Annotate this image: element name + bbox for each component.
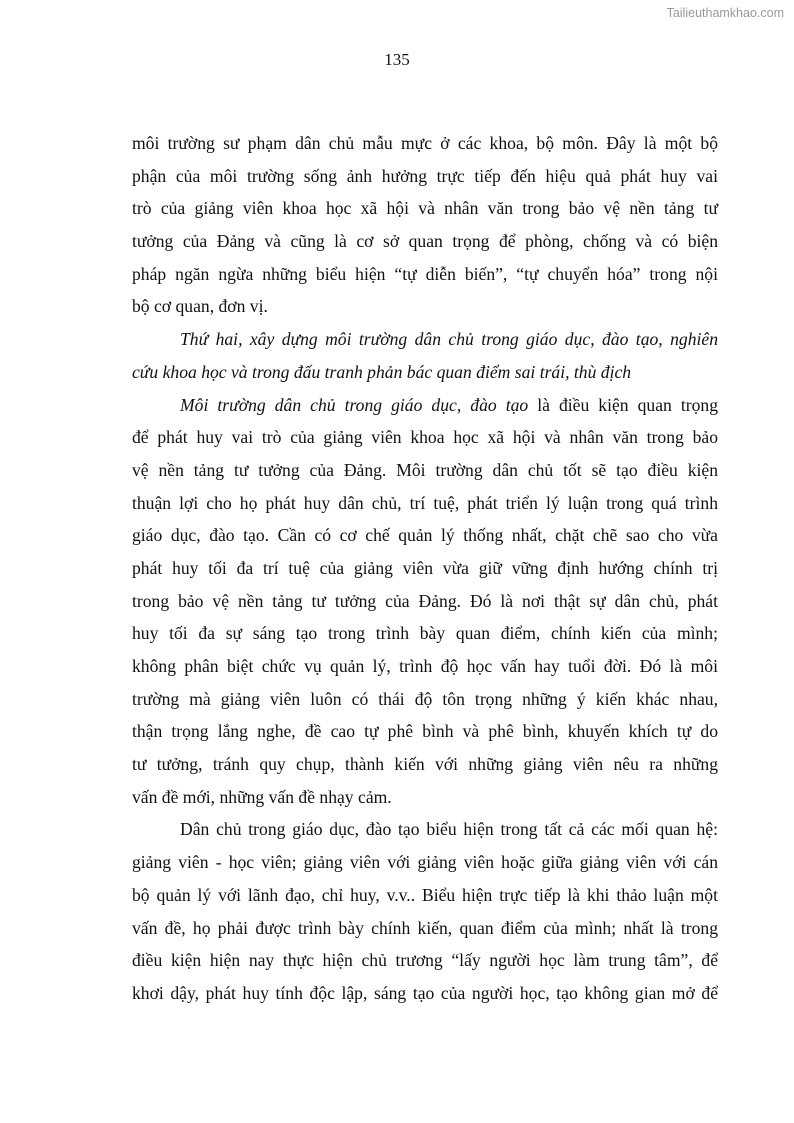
text-line: không phân biệt chức vụ quản lý, trình độ học vấn hay tuổi đời. Đó là môi [132,656,718,676]
text-line: phát huy tối đa trí tuệ của giảng viên vừa giữ vững định hướng chính trị [132,557,718,578]
text-line: phận của môi trường sống ảnh hưởng trực tiếp đến hiệu quả phát huy vai [132,165,718,186]
text-line: trường mà giảng viên luôn có thái độ tôn trọng những ý kiến khác nhau, [132,688,718,709]
text-line: vấn đề mới, những vấn đề nhạy cảm. [132,786,392,807]
text-line: vấn đề, họ phải được trình bày chính kiến, quan điểm của mình; nhất là trong [132,917,718,938]
heading-line: Thứ hai, xây dựng môi trường dân chủ trong giáo dục, đào tạo, nghiên [180,329,718,350]
page-number: 135 [384,50,410,69]
italic-lead: Môi trường dân chủ trong giáo dục, đào tạo [180,394,529,415]
heading-line: cứu khoa học và trong đấu tranh phản bác quan điểm sai trái, thù địch [132,361,632,382]
text-line: trò của giảng viên khoa học xã hội và nhân văn trong bảo vệ nền tảng tư [132,198,718,219]
text-line: giảng viên - học viên; giảng viên với giảng viên hoặc giữa giảng viên với cán [132,852,718,873]
paragraph-1 [132,127,718,323]
paragraph-2 [132,389,718,814]
text-line: giáo dục, đào tạo. Cần có cơ chế quản lý thống nhất, chặt chẽ sao cho vừa [132,525,718,546]
text-line: để phát huy vai trò của giảng viên khoa học xã hội và nhân văn trong bảo [132,427,718,448]
text-line: pháp ngăn ngừa những biểu hiện “tự diễn biến”, “tự chuyển hóa” trong nội [132,263,718,284]
text-line: điều kiện hiện nay thực hiện chủ trương “lấy người học làm trung tâm”, để [132,950,718,971]
text-line: vệ nền tảng tư tưởng của Đảng. Môi trường dân chủ tốt sẽ tạo điều kiện [132,459,718,480]
text-line: tưởng của Đảng và cũng là cơ sở quan trọng để phòng, chống và có biện [132,231,718,252]
text-line: trong bảo vệ nền tảng tư tưởng của Đảng. Đó là nơi thật sự dân chủ, phát [132,590,718,611]
text-line [132,389,718,422]
text-line: tư tưởng, tránh quy chụp, thành kiến với những giảng viên nêu ra những [132,754,718,775]
text-line: Dân chủ trong giáo dục, đào tạo biểu hiện trong tất cả các mối quan hệ: [180,819,718,840]
text-line: môi trường sư phạm dân chủ mẫu mực ở các khoa, bộ môn. Đây là một bộ [132,133,718,153]
text-line: bộ cơ quan, đơn vị. [132,296,268,317]
lead-rest: là điều kiện quan trọng [528,394,718,415]
text-line: thận trọng lắng nghe, đề cao tự phê bình và phê bình, khuyến khích tự do [132,721,718,742]
document-body [132,127,718,1010]
section-heading [132,323,718,388]
watermark: Tailieuthamkhao.com [666,6,784,20]
text-line: bộ quản lý với lãnh đạo, chỉ huy, v.v.. Biểu hiện trực tiếp là khi thảo luận một [132,884,718,905]
paragraph-3 [132,813,718,1009]
text-line: thuận lợi cho họ phát huy dân chủ, trí tuệ, phát triển lý luận trong quá trình [132,492,718,513]
text-line: khơi dậy, phát huy tính độc lập, sáng tạo của người học, tạo không gian mở để [132,982,718,1003]
text-line: huy tối đa sự sáng tạo trong trình bày quan điểm, chính kiến của mình; [132,623,718,644]
